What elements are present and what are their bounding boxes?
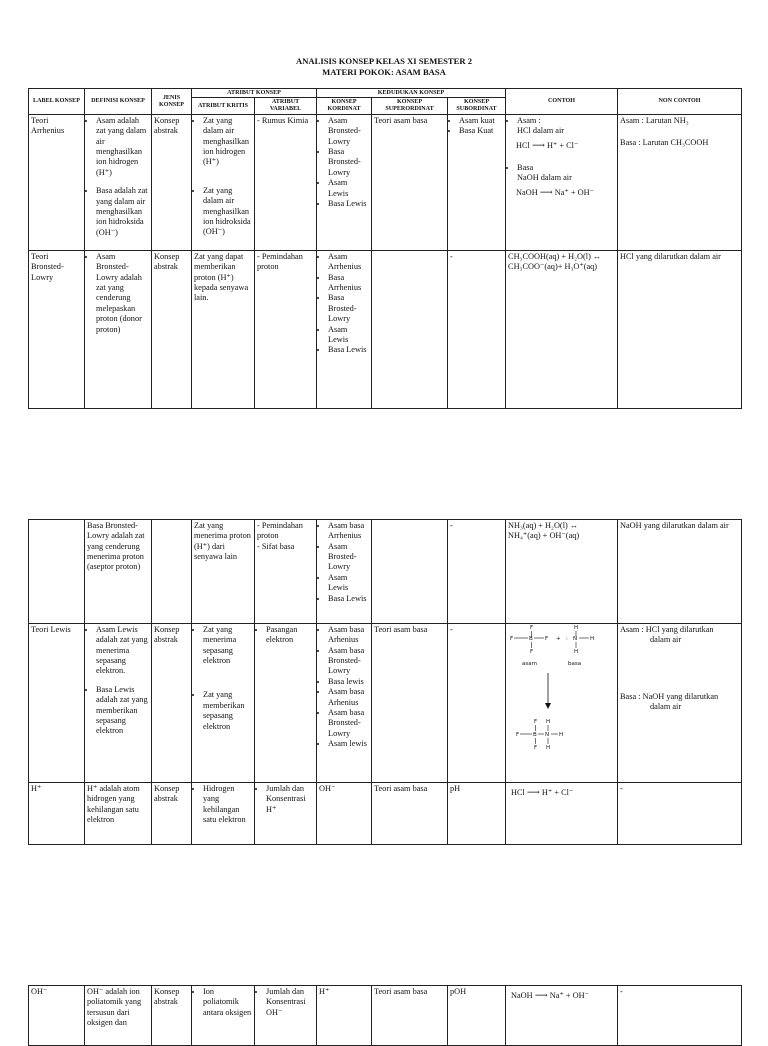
kordinat-item: • Asam basa Arhenius [328,625,369,646]
kordinat-item: • Asam lewis [328,739,369,749]
superordinat-cell [372,520,448,624]
contoh-line: NH₄⁺(aq) + OH⁻(aq) [508,531,580,541]
label-cell: Teori Lewis [29,624,85,783]
svg-text:H: H [574,625,579,631]
non-contoh-cell [618,624,742,783]
svg-text:B: B [533,732,537,738]
label-cell: H⁺ [29,783,85,845]
table-row [29,783,742,845]
reaction-equation [511,787,615,798]
superordinat-cell: Teori asam basa [372,115,448,251]
definition-item: • Asam Bronsted-Lowry adalah zat yang cenderung melepaskan proton (donor proton) [96,252,149,335]
reaction-equation [511,990,615,1001]
superordinat-cell: Teori asam basa [372,783,448,845]
contoh-line: CH₃COOH(aq) + H₂O(l) ↔ [508,252,602,261]
kordinat-item: • Asam Bronsted-Lowry [328,116,369,147]
table-row [29,520,742,624]
bf3-nh3-reaction-icon [508,625,616,775]
kordinat-item: • Asam basa Arhenius [328,687,369,708]
svg-text:H: H [590,636,595,642]
header-atribut: ATRIBUT KONSEP [192,89,317,98]
variabel-item: • Jumlah dan Konsentrasi H⁺ [266,784,314,815]
svg-text::: : [566,636,568,642]
label-cell: Teori Bronsted-Lowry [29,251,85,409]
kordinat-item: • Asam basa Bronsted-Lowry [328,646,369,677]
table-row [29,115,742,251]
non-contoh-cell: HCl yang dilarutkan dalam air [618,251,742,409]
kritis-item: • Zat yang dalam air menghasilkan ion hidrogen (H⁺) [203,116,252,168]
non-contoh-cell: NaOH yang dilarutkan dalam air [618,520,742,624]
variabel-item: - Pemindahan proton [257,521,303,541]
header-konsep-superordinat: KONSEP SUPERORDINAT [372,98,448,115]
non-contoh-cell [618,115,742,251]
svg-text:N: N [545,732,550,738]
table-row [29,251,742,409]
table-row [29,624,742,783]
header-kedudukan: KEDUDUKAN KONSEP [317,89,506,98]
header-label: LABEL KONSEP [29,89,85,115]
definition-item: • Asam adalah zat yang dalam air menghasilkan ion hidrogen (H⁺) [96,116,149,178]
svg-text:F: F [516,732,520,738]
header-jenis: JENIS KONSEP [152,89,192,115]
subordinat-cell [448,115,506,251]
jenis-cell: Konsep abstrak [152,115,192,251]
definition-cell [85,624,152,783]
reaction-equation [516,140,615,151]
definition-item: • Basa Lewis adalah zat yang memberikan sepasang elektron [96,685,149,737]
definition-item: • Asam Lewis adalah zat yang menerima sepasang elektron. [96,625,149,677]
kordinat-item: • Asam Arrhenius [328,252,369,273]
variabel-cell [255,624,317,783]
definition-cell: Basa Bronsted-Lowry adalah zat yang cenderung menerima proton (aseptor proton) [85,520,152,624]
kritis-item: • Zat yang memberikan sepasang elektron [203,690,252,731]
non-contoh-item: Basa : Larutan CH₃COOH [620,138,709,148]
contoh-basa-label: Basa [517,163,534,173]
kordinat-cell [317,115,372,251]
header-konsep-kordinat: KONSEP KORDINAT [317,98,372,115]
variabel-cell [255,986,317,1046]
variabel-cell [255,783,317,845]
subordinat-cell: - [448,520,506,624]
definition-cell [85,115,152,251]
contoh-basa [517,163,615,184]
subordinat-cell: pOH [448,986,506,1046]
header-definisi: DEFINISI KONSEP [85,89,152,115]
kritis-cell: Zat yang menerima proton (H⁺) dari senyawa lain [192,520,255,624]
variabel-item: • Pasangan elektron [266,625,314,646]
kordinat-item: • Basa lewis [328,677,369,687]
non-contoh-cell: - [618,783,742,845]
contoh-cell [506,115,618,251]
header-non-contoh: NON CONTOH [618,89,742,115]
non-contoh-item-cont: dalam air [650,702,682,712]
kritis-cell [192,115,255,251]
definition-cell: OH⁻ adalah ion poliatomik yang tersusun dari oksigen dan [85,986,152,1046]
kritis-cell: Zat yang dapat memberikan proton (H⁺) kepada senyawa lain. [192,251,255,409]
kritis-item: • Zat yang menerima sepasang elektron [203,625,252,666]
reactant: NaOH [516,187,538,197]
subordinat-item: • Asam kuat [459,116,503,126]
subordinat-cell: - [448,624,506,783]
svg-text:F: F [530,625,534,631]
svg-text:F: F [534,745,538,751]
title-line-1: ANALISIS KONSEP KELAS XI SEMESTER 2 [296,56,472,66]
product: H⁺ + Cl⁻ [546,140,579,150]
svg-text:+: + [556,636,561,642]
kritis-item: • Ion poliatomik antara oksigen [203,987,252,1018]
document-title [0,56,768,78]
variabel-cell [255,520,317,624]
contoh-cell [506,783,618,845]
concept-table-part-3 [28,985,742,1046]
kritis-item: • Zat yang dalam air menghasilkan ion hidroksida (OH⁻) [203,186,252,238]
superordinat-cell [372,251,448,409]
header-konsep-subordinat: KONSEP SUBORDINAT [448,98,506,115]
kordinat-item: • Basa Arrhenius [328,273,369,294]
contoh-asam-label: Asam : [517,116,541,125]
lewis-structure-diagram [508,625,615,775]
label-cell [29,520,85,624]
contoh-cell [506,624,618,783]
table-row [29,986,742,1046]
reaction-arrow-icon: ⟶ [539,186,553,197]
kordinat-item: • Asam basa Arrhenius [328,521,369,542]
reaction-arrow-icon: ⟶ [526,787,540,797]
concept-table-part-2 [28,519,742,845]
kordinat-item: • Asam Brosted-Lowry [328,542,369,573]
non-contoh-item: Asam : Larutan NH₃ [620,116,689,125]
product: Na⁺ + OH⁻ [549,991,589,1000]
contoh-cell [506,520,618,624]
contoh-asam [517,116,615,137]
reaction-arrow-icon: ⟶ [534,990,548,1000]
kritis-cell [192,624,255,783]
label-cell: OH⁻ [29,986,85,1046]
kordinat-item: • Asam Lewis [328,178,369,199]
kritis-cell [192,986,255,1046]
kordinat-item: • Basa Lewis [328,199,369,209]
non-contoh-item: Asam : HCl yang dilarutkan [620,625,714,634]
svg-text:H: H [546,745,551,751]
svg-text:H: H [574,649,579,655]
jenis-cell: Konsep abstrak [152,251,192,409]
superordinat-cell: Teori asam basa [372,986,448,1046]
kordinat-cell: H⁺ [317,986,372,1046]
subordinat-item: • Basa Kuat [459,126,503,136]
kritis-item: • Hidrogen yang kehilangan satu elektron [203,784,252,825]
kordinat-item: • Asam basa Bronsted-Lowry [328,708,369,739]
jenis-cell: Konsep abstrak [152,986,192,1046]
title-line-2: MATERI POKOK: ASAM BASA [322,67,446,77]
definition-cell [85,251,152,409]
svg-text:F: F [510,636,514,642]
reactant: HCl [511,788,525,797]
reaction-equation [516,187,615,198]
non-contoh-item: Basa : NaOH yang dilarutkan [620,691,719,701]
contoh-line: CH₃COO⁻(aq)+ H₃O⁺(aq) [508,262,598,272]
variabel-item: • Jumlah dan Konsentrasi OH⁻ [266,987,314,1018]
reactant: NaOH [511,991,533,1000]
definition-cell: H⁺ adalah atom hidrogen yang kehilangan satu elektron [85,783,152,845]
non-contoh-item-cont: dalam air [650,635,682,645]
variabel-cell: - Pemindahan proton [255,251,317,409]
lewis-label-basa: basa [568,661,582,667]
kordinat-item: • Basa Lewis [328,594,369,604]
kordinat-item: • Asam Lewis [328,573,369,594]
svg-text:B: B [529,636,533,642]
non-contoh-cell: - [618,986,742,1046]
product: H⁺ + Cl⁻ [541,788,574,797]
variabel-item: - Sifat basa [257,541,295,551]
reaction-arrow-icon: ⟶ [531,139,545,150]
kordinat-cell [317,520,372,624]
svg-text:N: N [573,636,578,642]
kordinat-item: • Basa Bronsted-Lowry [328,147,369,178]
header-atribut-kritis: ATRIBUT KRITIS [192,98,255,115]
svg-text:H: H [559,732,564,738]
kritis-cell [192,783,255,845]
kordinat-cell [317,624,372,783]
svg-text:F: F [545,636,549,642]
superordinat-cell: Teori asam basa [372,624,448,783]
svg-text:F: F [530,649,534,655]
header-atribut-variabel: ATRIBUT VARIABEL [255,98,317,115]
product: Na⁺ + OH⁻ [554,187,595,197]
concept-table-part-1 [28,88,742,409]
header-contoh: CONTOH [506,89,618,115]
kordinat-cell [317,251,372,409]
reactant: HCl [516,140,530,150]
label-cell: Teori Arrhenius [29,115,85,251]
lewis-label-asam: asam [522,661,537,667]
kordinat-item: • Basa Brosted-Lowry [328,293,369,324]
jenis-cell: Konsep abstrak [152,624,192,783]
definition-item: • Basa adalah zat yang dalam air menghasilkan ion hidroksida (OH⁻) [96,186,149,238]
contoh-basa-desc: NaOH dalam air [517,173,572,183]
svg-text:F: F [534,719,538,725]
kordinat-item: • Asam Lewis [328,325,369,346]
contoh-asam-desc: HCl dalam air [517,126,565,136]
kordinat-item: • Basa Lewis [328,345,369,355]
jenis-cell: Konsep abstrak [152,783,192,845]
contoh-line: NH₃(aq) + H₂O(l) ↔ [508,521,579,530]
contoh-cell [506,251,618,409]
subordinat-cell: - [448,251,506,409]
kordinat-cell: OH⁻ [317,783,372,845]
jenis-cell [152,520,192,624]
svg-text:H: H [546,719,551,725]
variabel-cell: - Rumus Kimia [255,115,317,251]
contoh-cell [506,986,618,1046]
subordinat-cell: pH [448,783,506,845]
